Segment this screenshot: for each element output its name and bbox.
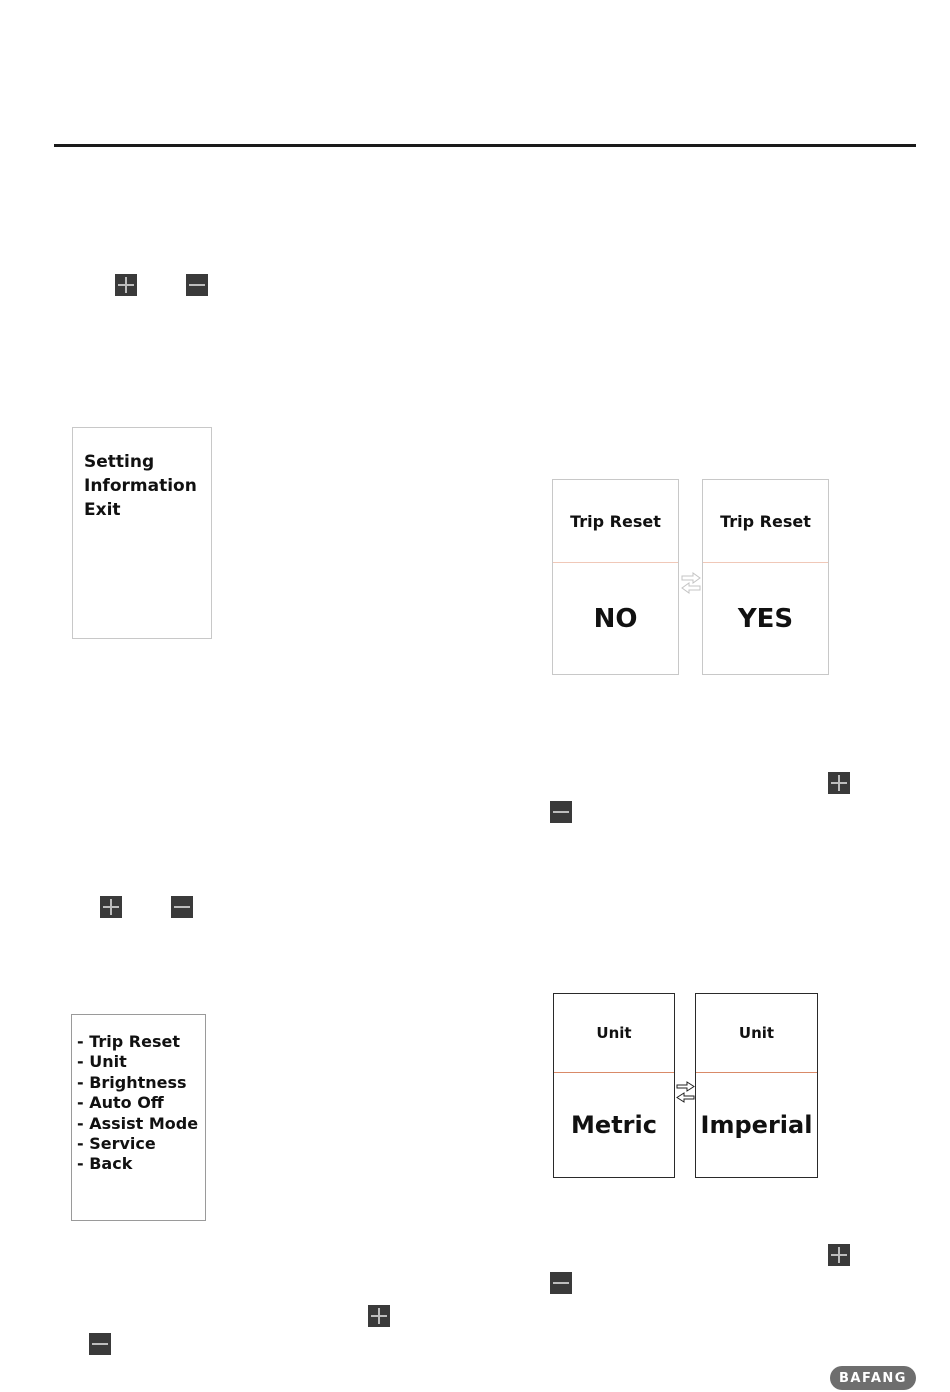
minus-key-icon	[89, 1333, 111, 1355]
setting-menu-screen	[71, 1014, 206, 1221]
menu-item-unit: - Unit	[77, 1052, 127, 1072]
unit-title: Unit	[738, 1024, 775, 1042]
menu-item-brightness: - Brightness	[77, 1072, 187, 1092]
unit-value-imperial: Imperial	[700, 1111, 813, 1139]
plus-key-icon	[828, 1244, 850, 1266]
plus-key-icon	[828, 772, 850, 794]
trip-reset-value-no: NO	[593, 603, 638, 634]
unit-title: Unit	[596, 1024, 632, 1042]
trip-reset-value-yes: YES	[737, 603, 794, 634]
plus-key-icon	[115, 274, 137, 296]
minus-key-icon	[171, 896, 193, 918]
unit-value-metric: Metric	[571, 1111, 657, 1139]
menu-item-exit: Exit	[84, 500, 121, 520]
bafang-logo: BAFANG	[830, 1366, 916, 1390]
menu-item-back: - Back	[77, 1154, 133, 1174]
minus-key-icon	[550, 801, 572, 823]
unit-metric-screen	[553, 993, 675, 1178]
menu-item-setting: Setting	[84, 452, 155, 472]
unit-imperial-screen	[695, 993, 818, 1178]
setting-menu-list	[77, 1032, 198, 1175]
plus-key-icon	[100, 896, 122, 918]
menu-item-trip-reset: - Trip Reset	[77, 1032, 180, 1051]
minus-key-icon	[550, 1272, 572, 1294]
menu-item-assist-mode: - Assist Mode	[77, 1113, 199, 1133]
menu-item-auto-off: - Auto Off	[77, 1093, 164, 1113]
toggle-arrows-icon	[680, 572, 702, 596]
menu-item-information: Information	[84, 476, 197, 496]
header-rule	[54, 144, 916, 147]
trip-reset-title: Trip Reset	[570, 511, 661, 531]
main-menu-screen	[72, 427, 212, 639]
trip-reset-no-screen	[552, 479, 679, 675]
main-menu-list	[84, 450, 197, 522]
minus-key-icon	[186, 274, 208, 296]
plus-key-icon	[368, 1305, 390, 1327]
menu-item-service: - Service	[77, 1134, 156, 1154]
trip-reset-yes-screen	[702, 479, 829, 675]
trip-reset-title: Trip Reset	[720, 511, 811, 531]
toggle-arrows-icon	[675, 1081, 696, 1103]
